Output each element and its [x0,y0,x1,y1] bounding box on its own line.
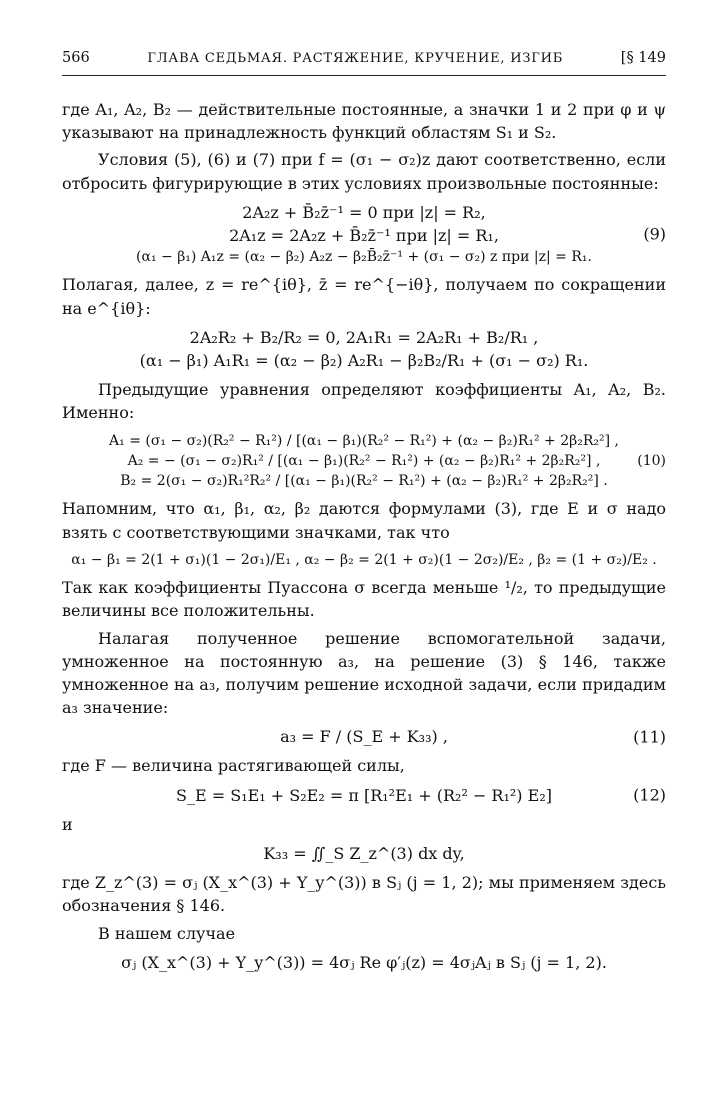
paragraph: В нашем случае [98,923,236,943]
equation-number: (10) [637,452,666,469]
paragraph: где A₁, A₂, B₂ — действительные постоянные, а значки 1 и 2 при φ и ψ указывают на принадлежность функций областям S₁ и S₂. [62,100,666,143]
equation-11 [62,725,666,748]
equation-12 [62,784,666,807]
equation-line: B₂ = 2(σ₁ − σ₂)R₁²R₂² / [(α₁ − β₁)(R₂² − R₁²) + (α₂ − β₂)R₁² + 2β₂R₂²] . [120,473,608,490]
paragraph: Предыдущие уравнения определяют коэффициенты A₁, A₂, B₂. Именно: [62,380,666,423]
chapter-title: ГЛАВА СЕДЬМАЯ. РАСТЯЖЕНИЕ, КРУЧЕНИЕ, ИЗГИБ [147,51,564,66]
paragraph: Так как коэффициенты Пуассона σ всегда меньше ¹/₂, то предыдущие величины все положительны. [62,578,666,621]
paragraph: и [62,814,73,834]
book-page [62,48,666,980]
equation-line: K₃₃ = ∬_S Z_z^(3) dx dy, [263,844,465,863]
section-number: [§ 149 [620,50,666,66]
equation-number: (12) [633,785,666,805]
equation-line: a₃ = F / (S_E + K₃₃) , [280,727,448,747]
equation-block [62,550,666,570]
equation-10 [62,431,666,492]
equation-line: S_E = S₁E₁ + S₂E₂ = π [R₁²E₁ + (R₂² − R₁²) E₂] [176,785,552,805]
equation-line: A₂ = − (σ₁ − σ₂)R₁² / [(α₁ − β₁)(R₂² − R₁²) + (α₂ − β₂)R₁² + 2β₂R₂²] , [127,452,601,469]
paragraph: Полагая, далее, z = re^{iθ}, z̄ = re^{−iθ}, получаем по сокращении на e^{iθ}: [62,275,666,318]
paragraph: Условия (5), (6) и (7) при f = (σ₁ − σ₂)z дают соответственно, если отбросить фигурирующие в этих условиях произвольные постоянные: [62,150,666,193]
page-number: 566 [62,50,90,66]
equation-block [62,842,666,865]
equation-line: σⱼ (X_x^(3) + Y_y^(3)) = 4σⱼ Re φ′ⱼ(z) = 4σⱼAⱼ в Sⱼ (j = 1, 2). [121,952,607,972]
equation-block [62,951,666,974]
equation-line: (α₁ − β₁) A₁z = (α₂ − β₂) A₂z − β₂B̄₂z̄⁻¹ + (σ₁ − σ₂) z при |z| = R₁. [136,249,592,266]
equation-9 [62,201,666,268]
equation-line: 2A₂R₂ + B₂/R₂ = 0, 2A₁R₁ = 2A₂R₁ + B₂/R₁ , [189,327,539,347]
equation-line: α₁ − β₁ = 2(1 + σ₁)(1 − 2σ₁)/E₁ , α₂ − β₂ = 2(1 + σ₂)(1 − 2σ₂)/E₂ , β₂ = (1 + σ₂)/E₂ . [71,551,657,568]
equation-number: (11) [633,727,666,747]
paragraph: Напомним, что α₁, β₁, α₂, β₂ даются формулами (3), где E и σ надо взять с соответствующими значками, так что [62,499,666,542]
equation-block [62,326,666,372]
equation-line: (α₁ − β₁) A₁R₁ = (α₂ − β₂) A₂R₁ − β₂B₂/R₁ + (σ₁ − σ₂) R₁. [139,351,589,370]
paragraph: где F — величина растягивающей силы, [62,756,405,776]
paragraph: где Z_z^(3) = σⱼ (X_x^(3) + Y_y^(3)) в Sⱼ (j = 1, 2); мы применяем здесь обозначения § 146. [62,873,666,916]
running-header [62,48,666,76]
equation-number: (9) [643,224,666,244]
equation-line: 2A₁z = 2A₂z + B̄₂z̄⁻¹ при |z| = R₁, [229,225,499,245]
equation-line: 2A₂z + B̄₂z̄⁻¹ = 0 при |z| = R₂, [242,202,486,222]
paragraph: Налагая полученное решение вспомогательной задачи, умноженное на постоянную a₃, на решение (3) § 146, также умноженное на a₃, получим решение исходной задачи, если придадим a₃ значение: [62,628,666,718]
equation-line: A₁ = (σ₁ − σ₂)(R₂² − R₁²) / [(α₁ − β₁)(R₂² − R₁²) + (α₂ − β₂)R₁² + 2β₂R₂²] , [109,432,619,449]
